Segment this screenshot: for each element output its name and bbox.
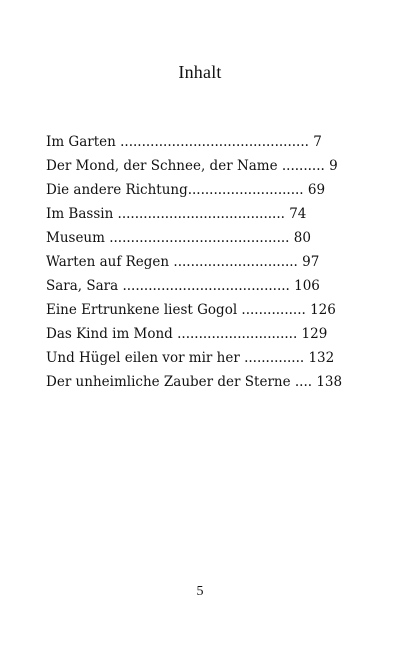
toc-entry-der-mond[interactable]: Der Mond, der Schnee, der Name .......... 9 [46,158,338,174]
toc-entry-warten-auf-regen[interactable]: Warten auf Regen ............................. 97 [46,254,320,270]
toc-entry-eine-ertrunkene[interactable]: Eine Ertrunkene liest Gogol ............... 126 [46,302,336,318]
toc-entry-sara-sara[interactable]: Sara, Sara ....................................... 106 [46,278,320,294]
toc-entry-die-andere-richtung[interactable]: Die andere Richtung........................... 69 [46,182,326,198]
toc-entry-der-unheimliche-zauber[interactable]: Der unheimliche Zauber der Sterne .... 138 [46,374,343,390]
toc-entry-im-garten[interactable]: Im Garten ............................................ 7 [46,134,322,150]
table-of-contents [46,130,346,394]
page-number: 5 [196,584,204,599]
page-title: Inhalt [178,62,222,82]
toc-entry-und-huegel[interactable]: Und Hügel eilen vor mir her .............. 132 [46,350,335,366]
toc-entry-im-bassin[interactable]: Im Bassin ....................................... 74 [46,206,307,222]
toc-entry-museum[interactable]: Museum .......................................... 80 [46,230,311,246]
toc-entry-das-kind-im-mond[interactable]: Das Kind im Mond ............................ 129 [46,326,328,342]
